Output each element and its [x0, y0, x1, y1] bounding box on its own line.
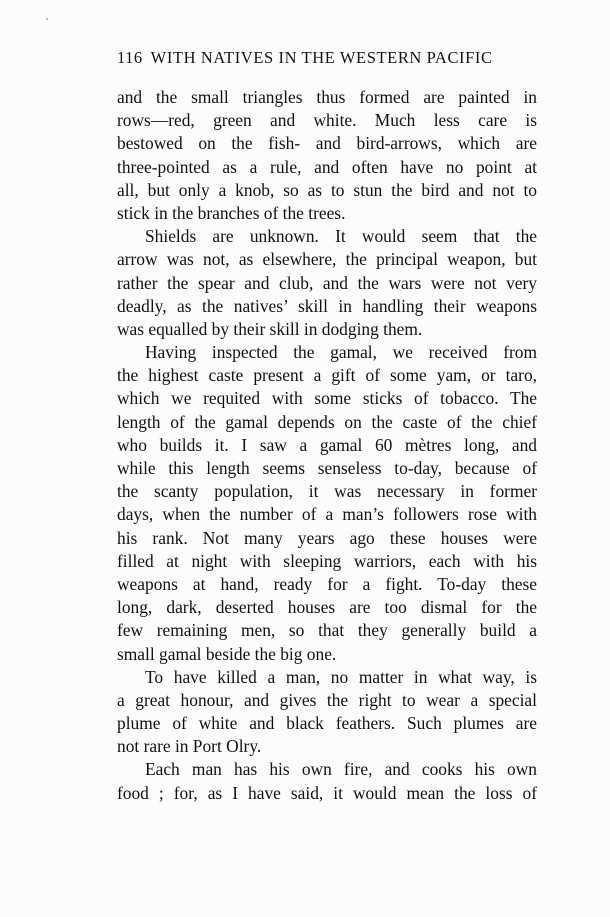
paragraph [117, 758, 537, 804]
running-header [117, 48, 537, 68]
text-line: while this length seems senseless to-day, because of [117, 458, 537, 478]
text-line: To have killed a man, no matter in what way, is [145, 666, 537, 687]
text-line: stick in the branches of the trees. [117, 202, 346, 223]
text-line: a great honour, and gives the right to wear a special [117, 689, 537, 710]
text-line: which we requited with some sticks of tobacco. The [117, 388, 537, 409]
paper-speck [46, 18, 48, 20]
text-line: the scanty population, it was necessary in former [117, 481, 537, 502]
text-line: arrow was not, as elsewhere, the principal weapon, but [117, 249, 537, 270]
text-line: all, but only a knob, so as to stun the bird and not to [117, 179, 537, 200]
paragraph [117, 86, 537, 225]
text-line: and the small triangles thus formed are painted in [117, 87, 537, 107]
text-line: the highest caste present a gift of some yam, or taro, [117, 365, 537, 386]
text-line: rows—red, green and white. Much less care is [117, 110, 537, 131]
text-line: length of the gamal depends on the caste of the chief [117, 411, 537, 432]
page-number: 116 [117, 48, 143, 67]
text-line: Shields are unknown. It would seem that the [145, 226, 537, 247]
text-line: deadly, as the natives’ skill in handling their weapons [117, 295, 537, 316]
running-title: WITH NATIVES IN THE WESTERN PACIFIC [150, 48, 493, 67]
text-line: three-pointed as a rule, and often have no point at [117, 156, 537, 177]
text-line: few remaining men, so that they generally build a [117, 620, 537, 641]
text-line: Having inspected the gamal, we received from [145, 342, 537, 363]
text-line: who builds it. I saw a gamal 60 mètres long, and [117, 434, 537, 455]
paragraph [117, 341, 537, 666]
text-line: weapons at hand, ready for a fight. To-day these [117, 573, 537, 594]
text-line: Each man has his own fire, and cooks his own [145, 759, 537, 780]
text-line: his rank. Not many years ago these houses were [117, 527, 537, 548]
text-line: long, dark, deserted houses are too dismal for the [117, 597, 537, 618]
body-text [117, 86, 537, 805]
text-line: not rare in Port Olry. [117, 736, 262, 757]
text-line: small gamal beside the big one. [117, 643, 337, 664]
text-line: rather the spear and club, and the wars were not very [117, 272, 537, 293]
text-line: bestowed on the fish- and bird-arrows, which are [117, 133, 537, 154]
text-line: plume of white and black feathers. Such plumes are [117, 713, 537, 734]
text-line: was equalled by their skill in dodging them. [117, 318, 423, 339]
text-line: days, when the number of a man’s followers rose with [117, 504, 537, 525]
text-line: food ; for, as I have said, it would mean the loss of [117, 782, 537, 803]
text-line: filled at night with sleeping warriors, each with his [117, 550, 537, 571]
paragraph [117, 225, 537, 341]
paragraph [117, 666, 537, 759]
